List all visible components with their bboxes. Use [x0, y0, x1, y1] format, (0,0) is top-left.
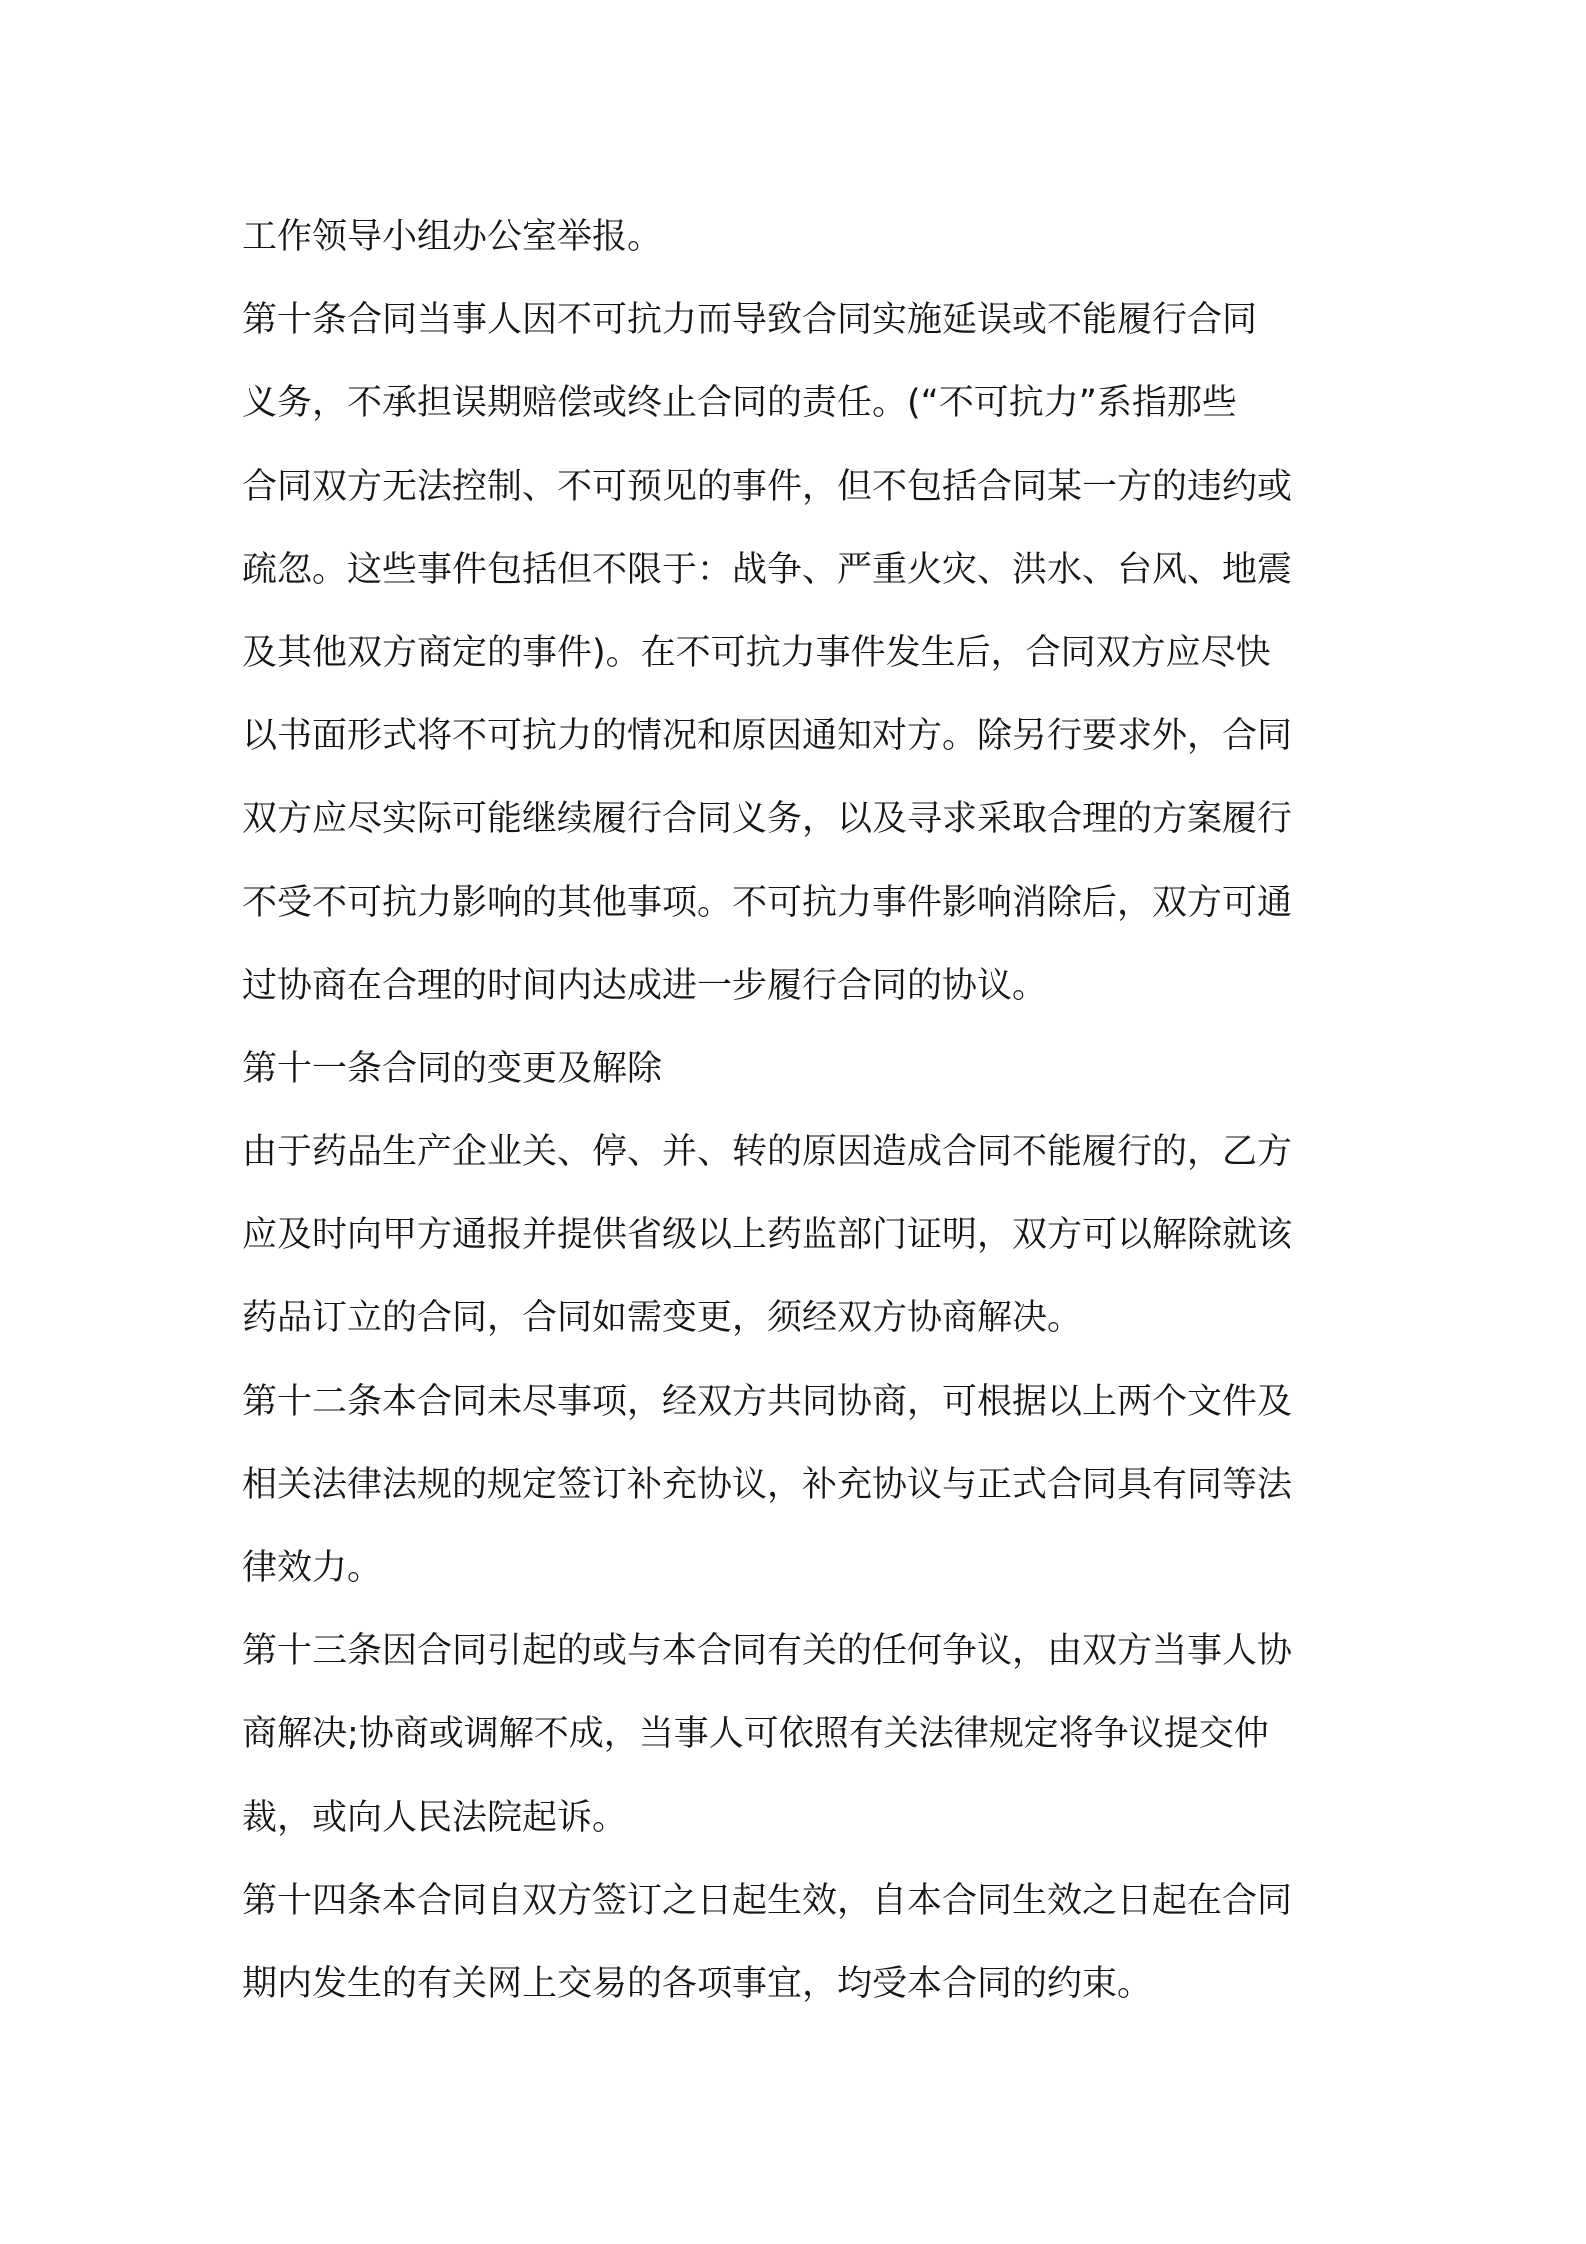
document-body: [242, 196, 1362, 2026]
text-line: 第十条合同当事人因不可抗力而导致合同实施延误或不能履行合同: [242, 300, 1258, 341]
text-line: 不受不可抗力影响的其他事项。不可抗力事件影响消除后，双方可通: [242, 882, 1293, 923]
text-line: 应及时向甲方通报并提供省级以上药监部门证明，双方可以解除就该: [242, 1215, 1293, 1256]
text-line: 相关法律法规的规定签订补充协议，补充协议与正式合同具有同等法: [242, 1464, 1293, 1505]
text-line: 合同双方无法控制、不可预见的事件，但不包括合同某一方的违约或: [242, 466, 1293, 507]
text-line: 裁，或向人民法院起诉。: [242, 1797, 628, 1838]
text-line: 期内发生的有关网上交易的各项事宜，均受本合同的约束。: [242, 1963, 1153, 2004]
text-line: 由于药品生产企业关、停、并、转的原因造成合同不能履行的，乙方: [242, 1132, 1293, 1173]
text-line: 以书面形式将不可抗力的情况和原因通知对方。除另行要求外，合同: [242, 716, 1293, 757]
text-line: 疏忽。这些事件包括但不限于：战争、严重火灾、洪水、台风、地震: [242, 549, 1293, 590]
text-line: 及其他双方商定的事件)。在不可抗力事件发生后，合同双方应尽快: [242, 632, 1271, 673]
text-line: 义务，不承担误期赔偿或终止合同的责任。(“不可抗力”系指那些: [242, 383, 1237, 424]
text-line: 药品订立的合同，合同如需变更，须经双方协商解决。: [242, 1298, 1083, 1339]
text-line: 第十三条因合同引起的或与本合同有关的任何争议，由双方当事人协: [242, 1631, 1293, 1672]
text-line: 工作领导小组办公室举报。: [242, 217, 663, 257]
text-line: 律效力。: [242, 1548, 383, 1588]
text-line: 商解决;协商或调解不成，当事人可依照有关法律规定将争议提交仲: [242, 1714, 1269, 1755]
text-line: 第十二条本合同未尽事项，经双方共同协商，可根据以上两个文件及: [242, 1381, 1293, 1422]
section-heading: 第十一条合同的变更及解除: [242, 1048, 663, 1089]
text-line: 过协商在合理的时间内达成进一步履行合同的协议。: [242, 965, 1048, 1006]
text-line: 双方应尽实际可能继续履行合同义务，以及寻求采取合理的方案履行: [242, 799, 1293, 840]
text-line: 第十四条本合同自双方签订之日起生效，自本合同生效之日起在合同: [242, 1880, 1293, 1921]
